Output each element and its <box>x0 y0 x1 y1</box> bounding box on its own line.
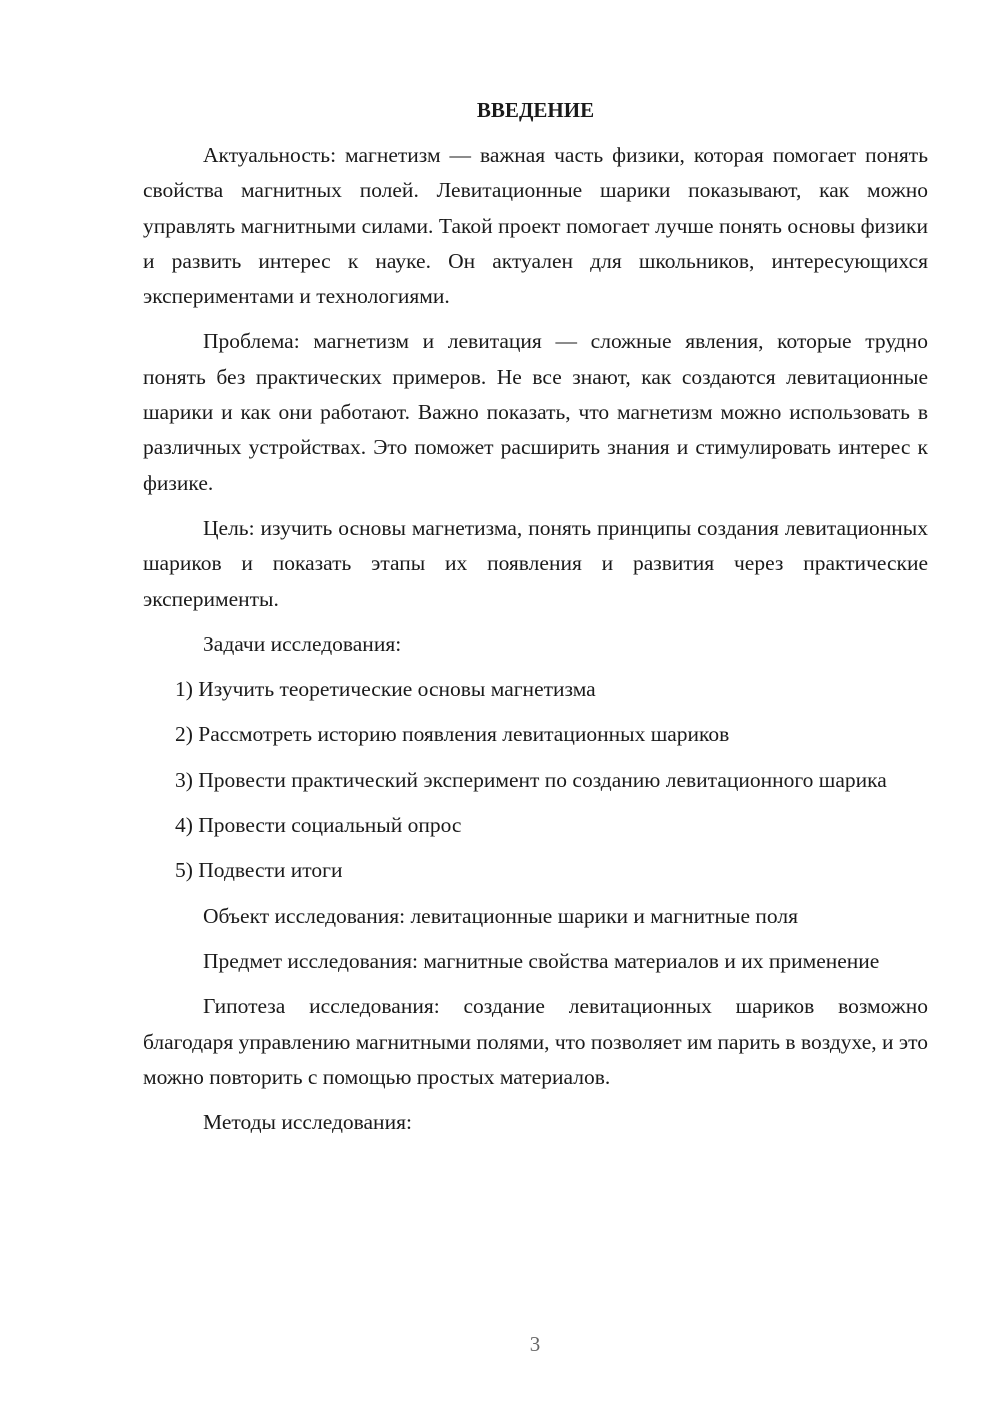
object-paragraph: Объект исследования: левитационные шарики и магнитные поля <box>203 903 798 928</box>
subject-paragraph: Предмет исследования: магнитные свойства материалов и их применение <box>203 948 880 973</box>
document-page <box>143 92 928 1150</box>
task-item: 4) Провести социальный опрос <box>175 813 462 838</box>
tasks-heading: Задачи исследования: <box>203 631 402 656</box>
methods-heading: Методы исследования: <box>203 1110 412 1135</box>
page-title: ВВЕДЕНИЕ <box>476 98 595 122</box>
task-item: 5) Подвести итоги <box>175 858 343 883</box>
task-item: 2) Рассмотреть историю появления левитационных шариков <box>175 722 730 747</box>
task-item: 1) Изучить теоретические основы магнетизма <box>175 677 596 702</box>
problem-paragraph: Проблема: магнетизм и левитация — сложные явления, которые трудно понять без практических примеров. Не все знают, как создаются левитационные шарики и как они работают. Важно показать, что магнетизм можно использовать в различных устройствах. Это поможет расширить знания и стимулировать интерес к физике. <box>143 329 928 495</box>
page-number: 3 <box>529 1332 541 1356</box>
goal-paragraph: Цель: изучить основы магнетизма, понять принципы создания левитационных шариков и показать этапы их появления и развития через практические эксперименты. <box>143 515 928 611</box>
task-item: 3) Провести практический эксперимент по созданию левитационного шарика <box>175 767 887 792</box>
hypothesis-paragraph: Гипотеза исследования: создание левитационных шариков возможно благодаря управлению магнитными полями, что позволяет им парить в воздухе, и это можно повторить с помощью простых материалов. <box>143 994 928 1089</box>
relevance-paragraph: Актуальность: магнетизм — важная часть физики, которая помогает понять свойства магнитных полей. Левитационные шарики показывают, как можно управлять магнитными силами. Такой проект помогает лучше понять основы физики и развить интерес к науке. Он актуален для школьников, интересующихся экспериментами и технологиями. <box>143 143 928 309</box>
